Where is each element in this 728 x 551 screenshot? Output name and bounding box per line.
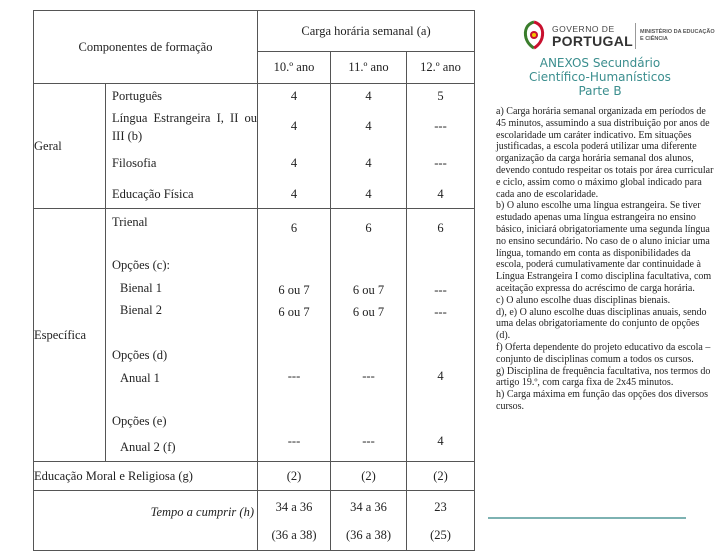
portugal-emblem-icon — [522, 20, 546, 50]
components-header: Componentes de formação — [34, 11, 258, 84]
value-cell: 4 — [365, 156, 372, 170]
value-cell: --- — [434, 156, 447, 170]
year-10-header: 10.º ano — [258, 52, 331, 84]
value-cell: 6 — [365, 220, 372, 235]
value-cell: --- — [362, 368, 375, 383]
geral-label: Geral — [34, 84, 106, 209]
subject-anual-2: Anual 2 (f) — [120, 439, 176, 454]
tempo-label: Tempo a cumprir (h) — [34, 491, 258, 551]
value-cell: (25) — [430, 528, 451, 542]
value-cell: 34 a 36 — [350, 500, 387, 514]
value-cell: 4 — [437, 368, 444, 383]
value-cell: (36 a 38) — [345, 528, 392, 542]
subject-trienal: Trienal — [112, 214, 148, 229]
value-cell: 4 — [290, 156, 298, 170]
year-11-header: 11.º ano — [331, 52, 407, 84]
value-cell: 6 — [290, 220, 298, 235]
value-cell: 6 ou 7 — [278, 304, 310, 319]
footnotes — [496, 106, 714, 413]
subject-bienal-1: Bienal 1 — [120, 280, 163, 295]
footnote-h: h) Carga máxima em função das opções dos diversos cursos. — [496, 389, 708, 412]
value-cell: (2) — [407, 462, 475, 491]
value-cell: 4 — [365, 119, 372, 133]
value-cell: 34 a 36 — [275, 500, 313, 514]
value-cell: --- — [434, 119, 447, 133]
options-d-label: Opções (d) — [112, 348, 168, 362]
options-e-label: Opções (e) — [112, 414, 167, 428]
options-c-label: Opções (c): — [112, 258, 170, 272]
value-cell: --- — [362, 433, 375, 448]
value-cell: 6 ou 7 — [352, 304, 385, 319]
value-cell: 6 ou 7 — [278, 282, 310, 297]
value-cell: --- — [287, 368, 301, 383]
value-cell: 4 — [365, 187, 372, 201]
footnote-f: f) Oferta dependente do projeto educativo da escola – conjunto de disciplinas comum a todos os cursos. — [496, 341, 711, 365]
value-cell: 4 — [437, 433, 444, 448]
logo-divider — [635, 23, 636, 49]
subject-anual-1: Anual 1 — [120, 370, 160, 385]
gov-line1: GOVERNO DE — [552, 24, 615, 34]
value-cell: 6 — [437, 220, 444, 235]
curriculum-table — [33, 10, 475, 551]
value-cell: --- — [434, 304, 447, 319]
value-cell: 4 — [437, 187, 444, 201]
value-cell: 4 — [290, 187, 298, 201]
anexo-line2: Científico-Humanísticos — [529, 70, 671, 84]
subject-bienal-2: Bienal 2 — [120, 302, 163, 317]
value-cell: 23 — [434, 500, 447, 514]
value-cell: 4 — [365, 88, 372, 103]
bottom-rule — [488, 517, 686, 519]
subject-portugues: Português — [112, 88, 162, 103]
anexo-line3: Parte B — [578, 84, 622, 98]
footnote-g: g) Disciplina de frequência facultativa, nos termos do artigo 19.º, com carga fixa de 2x45 minutos. — [496, 365, 711, 389]
subject-filosofia: Filosofia — [112, 156, 157, 170]
year-12-header: 12.º ano — [407, 52, 475, 84]
footnote-b: b) O aluno escolhe uma língua estrangeira. Se tiver estudado apenas uma língua estrangeira no ensino básico, iniciará obrigatoriamente uma segunda língua no ensino secundário. No caso de o aluno iniciar uma língua, tomando em conta as disponibilidades da escola, poderá cumulativamente dar continuidade à Língua Estrangeira I como disciplina facultativa, com aceitação expressa do acréscimo de carga horária. — [496, 200, 712, 294]
footnote-a: a) Carga horária semanal organizada em períodos de 45 minutos, assumindo a sua distribuição por anos de escolaridade um caráter indicativo. Em situações justificadas, a escola poderá utilizar uma diferente organização da carga horária semanal dos alunos, devendo contudo respeitar os totais por área curricular e ciclo, assim como o máximo global indicado para cada ano de escolaridade. — [496, 106, 714, 200]
gov-line2: PORTUGAL — [552, 33, 633, 49]
value-cell: (2) — [258, 462, 331, 491]
value-cell: 4 — [290, 119, 298, 133]
value-cell: --- — [434, 282, 447, 297]
subject-lingua-estrangeira: Língua Estrangeira I, II ou III (b) — [112, 110, 257, 143]
footnote-c: c) O aluno escolhe duas disciplinas bienais. — [496, 294, 671, 306]
value-cell: (2) — [331, 462, 407, 491]
anexo-heading — [500, 56, 700, 98]
value-cell: 6 ou 7 — [352, 282, 385, 297]
ministry-line1: MINISTÉRIO DA EDUCAÇÃO — [640, 29, 715, 35]
footnote-d-e: d), e) O aluno escolhe duas disciplinas anuais, sendo uma delas obrigatoriamente do conjunto de opções (d). — [496, 306, 707, 342]
value-cell: 5 — [437, 88, 444, 103]
ministry-line2: E CIÊNCIA — [640, 36, 668, 42]
especifica-label: Específica — [34, 209, 106, 462]
government-logo — [522, 20, 722, 54]
value-cell: 4 — [290, 88, 298, 103]
workload-header: Carga horária semanal (a) — [258, 11, 475, 52]
subject-educacao-fisica: Educação Física — [112, 187, 194, 201]
anexo-line1: ANEXOS Secundário — [539, 56, 661, 70]
value-cell: (36 a 38) — [271, 528, 317, 542]
value-cell: --- — [287, 433, 301, 448]
subject-emr: Educação Moral e Religiosa (g) — [34, 462, 258, 491]
